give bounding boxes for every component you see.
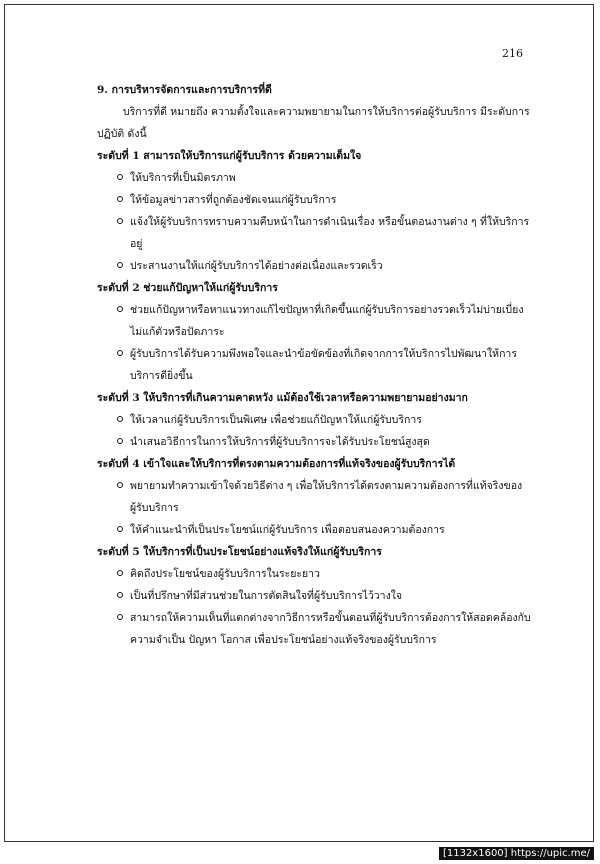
level-5-block xyxy=(97,541,537,651)
list-item-text: พยายามทำความเข้าใจด้วยวิธีต่าง ๆ เพื่อให้บริการได้ตรงตามความต้องการที่แท้จริงของผู้รับบริการ xyxy=(130,480,523,514)
circle-bullet-icon xyxy=(117,416,123,422)
list-item-text: ประสานงานให้แก่ผู้รับบริการได้อย่างต่อเนื่องและรวดเร็ว xyxy=(130,260,383,272)
level-3-list xyxy=(97,409,537,453)
intro-paragraph: บริการที่ดี หมายถึง ความตั้งใจและความพยายามในการให้บริการต่อผู้รับบริการ มีระดับการปฏิบัติ ดังนี้ xyxy=(97,106,530,140)
circle-bullet-icon xyxy=(117,306,123,312)
circle-bullet-icon xyxy=(117,196,123,202)
list-item-text: ให้เวลาแก่ผู้รับบริการเป็นพิเศษ เพื่อช่วยแก้ปัญหาให้แก่ผู้รับบริการ xyxy=(130,414,422,426)
circle-bullet-icon xyxy=(117,614,123,620)
level-5-list xyxy=(97,563,537,651)
list-item-text: คิดถึงประโยชน์ของผู้รับบริการในระยะยาว xyxy=(130,568,320,580)
level-4-title: ระดับที่ 4 เข้าใจและให้บริการที่ตรงตามความต้องการที่แท้จริงของผู้รับบริการได้ xyxy=(97,458,456,470)
list-item xyxy=(97,431,537,453)
list-item xyxy=(97,299,537,343)
circle-bullet-icon xyxy=(117,526,123,532)
circle-bullet-icon xyxy=(117,262,123,268)
level-4-list xyxy=(97,475,537,541)
circle-bullet-icon xyxy=(117,438,123,444)
level-2-block xyxy=(97,277,537,387)
list-item xyxy=(97,255,537,277)
level-1-block xyxy=(97,145,537,277)
document-page xyxy=(4,4,594,842)
circle-bullet-icon xyxy=(117,174,123,180)
circle-bullet-icon xyxy=(117,350,123,356)
level-1-title: ระดับที่ 1 สามารถให้บริการแก่ผู้รับบริการ ด้วยความเต็มใจ xyxy=(97,150,362,162)
circle-bullet-icon xyxy=(117,218,123,224)
list-item-text: ให้ข้อมูลข่าวสารที่ถูกต้องชัดเจนแก่ผู้รับบริการ xyxy=(130,194,337,206)
list-item xyxy=(97,409,537,431)
section-heading: 9. การบริหารจัดการและการบริการที่ดี xyxy=(97,84,272,96)
list-item xyxy=(97,607,537,651)
list-item-text: ช่วยแก้ปัญหาหรือหาแนวทางแก้ไขปัญหาที่เกิดขึ้นแก่ผู้รับบริการอย่างรวดเร็วไม่บ่ายเบี่ยง ไม่แก้ตัวหรือปัดภาระ xyxy=(130,304,524,338)
circle-bullet-icon xyxy=(117,482,123,488)
list-item xyxy=(97,167,537,189)
list-item-text: แจ้งให้ผู้รับบริการทราบความคืบหน้าในการดำเนินเรื่อง หรือขั้นตอนงานต่าง ๆ ที่ให้บริการอยู่ xyxy=(130,216,530,250)
list-item-text: ให้บริการที่เป็นมิตรภาพ xyxy=(130,172,236,184)
list-item xyxy=(97,585,537,607)
list-item-text: สามารถให้ความเห็นที่แตกต่างจากวิธีการหรือขั้นตอนที่ผู้รับบริการต้องการให้สอดคล้องกับความจำเป็น ปัญหา โอกาส เพื่อประโยชน์อย่างแท้จริงของผู้รับบริการ xyxy=(130,612,531,646)
circle-bullet-icon xyxy=(117,570,123,576)
level-3-block xyxy=(97,387,537,453)
document-body xyxy=(97,79,537,651)
page-number: 216 xyxy=(502,47,523,60)
list-item-text: ผู้รับบริการได้รับความพึงพอใจและนำข้อขัดข้องที่เกิดจากการให้บริการไปพัฒนาให้การบริการดียิ่งขึ้น xyxy=(130,348,517,382)
list-item-text: นำเสนอวิธีการในการให้บริการที่ผู้รับบริการจะได้รับประโยชน์สูงสุด xyxy=(130,436,430,448)
list-item xyxy=(97,563,537,585)
list-item xyxy=(97,189,537,211)
list-item xyxy=(97,211,537,255)
circle-bullet-icon xyxy=(117,592,123,598)
list-item xyxy=(97,475,537,519)
level-4-block xyxy=(97,453,537,541)
list-item xyxy=(97,343,537,387)
list-item-text: ให้คำแนะนำที่เป็นประโยชน์แก่ผู้รับบริการ เพื่อตอบสนองความต้องการ xyxy=(130,524,445,536)
level-2-list xyxy=(97,299,537,387)
list-item-text: เป็นที่ปรึกษาที่มีส่วนช่วยในการตัดสินใจที่ผู้รับบริการไว้วางใจ xyxy=(130,590,402,602)
level-5-title: ระดับที่ 5 ให้บริการที่เป็นประโยชน์อย่างแท้จริงให้แก่ผู้รับบริการ xyxy=(97,546,382,558)
level-3-title: ระดับที่ 3 ให้บริการที่เกินความคาดหวัง แม้ต้องใช้เวลาหรือความพยายามอย่างมาก xyxy=(97,392,468,404)
level-1-list xyxy=(97,167,537,277)
level-2-title: ระดับที่ 2 ช่วยแก้ปัญหาให้แก่ผู้รับบริการ xyxy=(97,282,278,294)
list-item xyxy=(97,519,537,541)
image-size-watermark: [1132x1600] https://upic.me/ xyxy=(439,847,594,860)
